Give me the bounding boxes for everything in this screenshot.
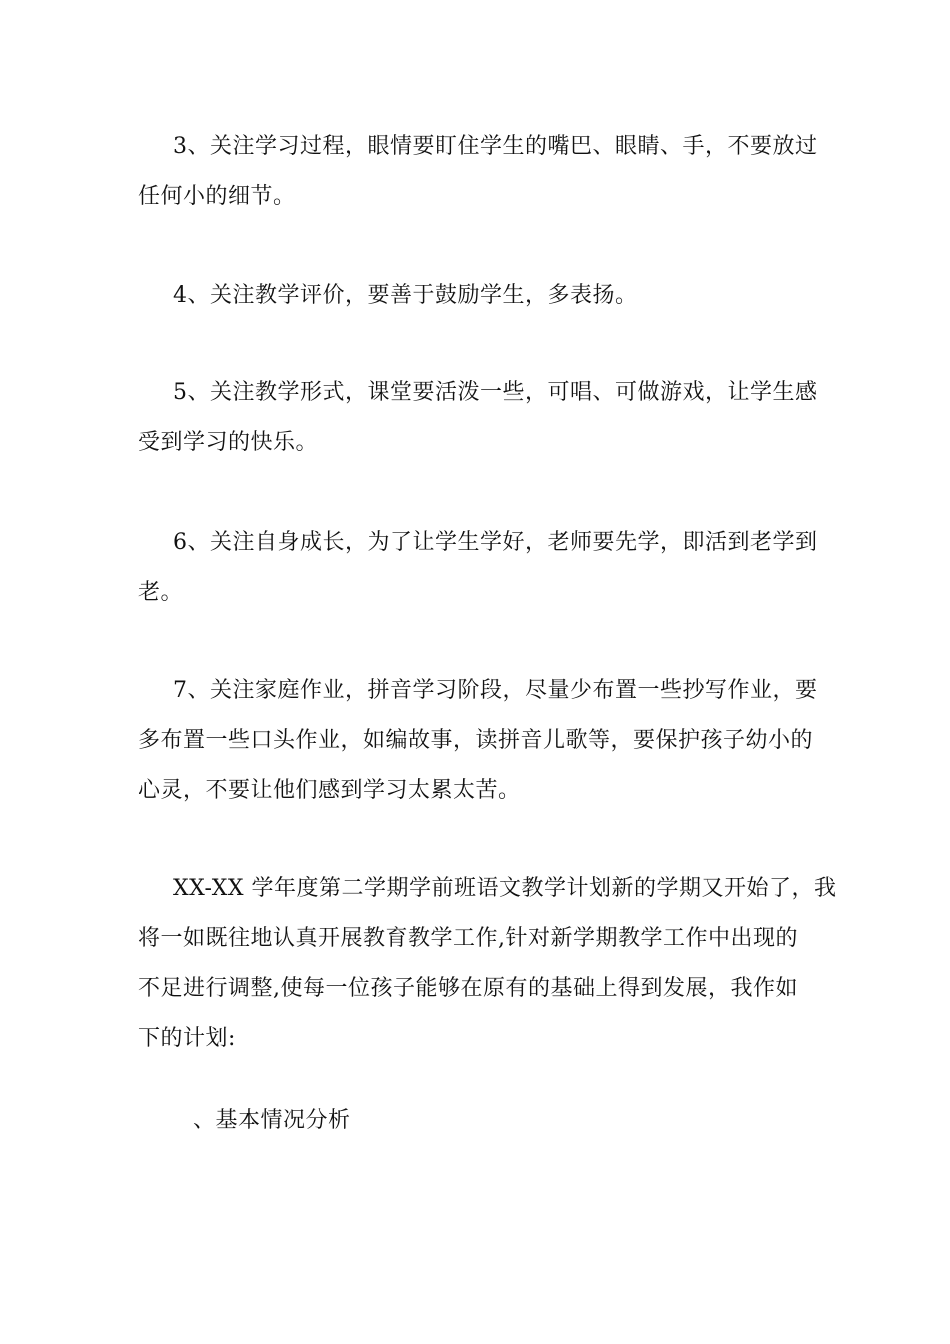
paragraph-item-6 bbox=[138, 518, 818, 618]
text-line: 4、关注教学评价，要善于鼓励学生，多表扬。 bbox=[173, 283, 638, 308]
text-line: 老。 bbox=[138, 580, 184, 605]
text-line: 多布置一些口头作业，如编故事，读拼音儿歌等，要保护孩子幼小的 bbox=[138, 728, 814, 753]
paragraph-item-7 bbox=[138, 666, 818, 816]
text-line: 5、关注教学形式，课堂要活泼一些，可唱、可做游戏，让学生感 bbox=[173, 380, 818, 405]
text-line: 7、关注家庭作业，拼音学习阶段，尽量少布置一些抄写作业，要 bbox=[173, 678, 818, 703]
paragraph-plan-intro bbox=[138, 864, 837, 1064]
section-heading: 、基本情况分析 bbox=[193, 1108, 351, 1133]
text-line: 3、关注学习过程，眼情要盯住学生的嘴巴、眼睛、手，不要放过 bbox=[173, 134, 818, 159]
text-line: 下的计划: bbox=[138, 1026, 236, 1051]
paragraph-item-3 bbox=[138, 122, 818, 222]
text-line: XX-XX 学年度第二学期学前班语文教学计划新的学期又开始了，我 bbox=[173, 876, 837, 901]
text-line: 任何小的细节。 bbox=[138, 184, 296, 209]
paragraph-item-5 bbox=[138, 368, 818, 468]
text-line: 受到学习的快乐。 bbox=[138, 430, 319, 455]
text-line: 不足进行调整,使每一位孩子能够在原有的基础上得到发展，我作如 bbox=[138, 976, 798, 1001]
text-line: 6、关注自身成长，为了让学生学好，老师要先学，即活到老学到 bbox=[173, 530, 818, 555]
text-line: 将一如既往地认真开展教育教学工作,针对新学期教学工作中出现的 bbox=[138, 926, 798, 951]
paragraph-item-4 bbox=[138, 271, 818, 321]
text-line: 心灵，不要让他们感到学习太累太苦。 bbox=[138, 778, 521, 803]
section-heading-basic-analysis bbox=[138, 1096, 818, 1146]
